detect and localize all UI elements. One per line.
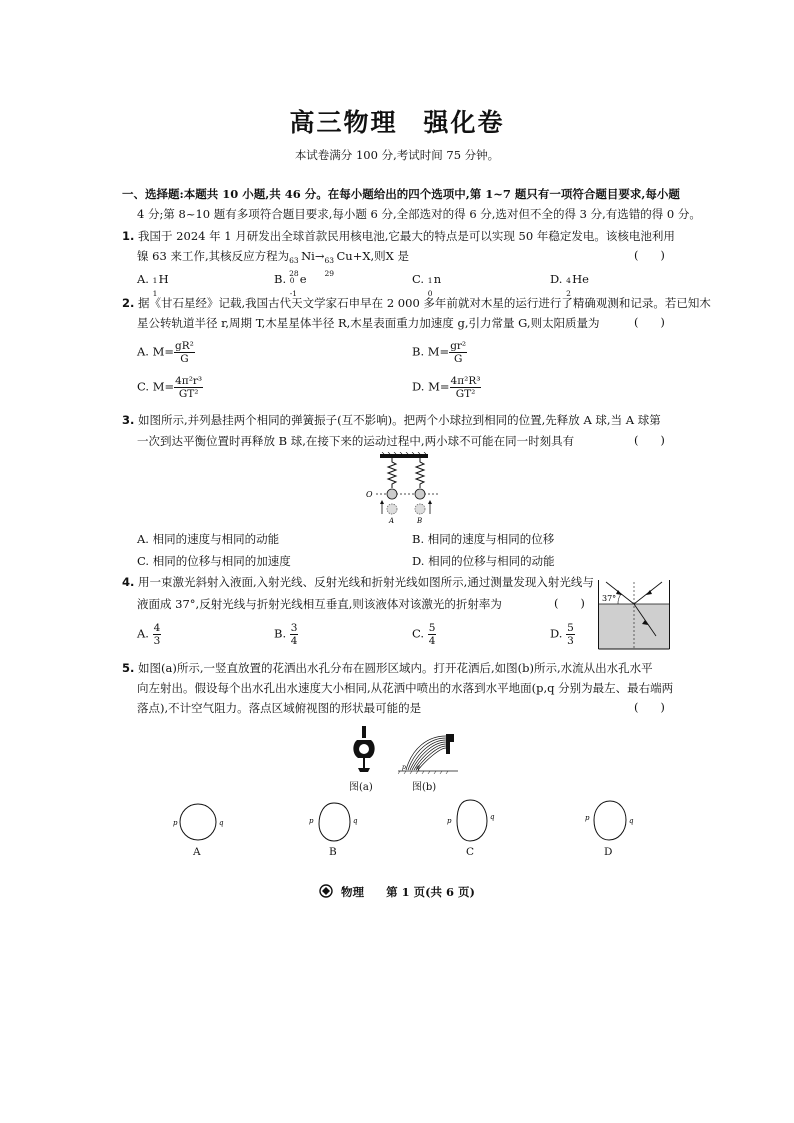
- q1-answer-paren[interactable]: ( ): [634, 248, 665, 262]
- svg-text:p: p: [309, 817, 314, 825]
- q1-option-b[interactable]: B. 0 -1 e: [274, 272, 307, 298]
- q2-option-c[interactable]: C. M= $\frac{\text{4π²r³}}{\text{GT²}}$: [137, 375, 203, 400]
- q3-option-c[interactable]: C. 相同的位移与相同的加速度: [137, 554, 291, 568]
- q3-line1: 3. 如图所示,并列悬挂两个相同的弹簧振子(互不影响)。把两个小球拉到相同的位置,先释放 A 球,当 A 球第: [122, 413, 661, 427]
- choice-label-b[interactable]: B: [329, 846, 337, 858]
- title-part2: 强化卷: [423, 108, 505, 137]
- spring-a: [388, 458, 396, 488]
- section-heading-line1: 一、选择题:本题共 10 小题,共 46 分。在每小题给出的四个选项中,第 1~7 题只有一项符合题目要求,每小题: [122, 187, 680, 201]
- footer-page: 第 1 页(共 6 页): [386, 885, 475, 899]
- shower-head-figure-a: [348, 724, 378, 774]
- q4-option-a[interactable]: A. $\frac{4}{3}$: [137, 622, 161, 647]
- q5-line2: 向左射出。假设每个出水孔出水速度大小相同,从花洒中喷出的水落到水平地面(p,q 分别为最左、最右端两: [137, 681, 674, 695]
- ball-b-equilibrium: [415, 489, 425, 499]
- q4-line2: 液面成 37°,反射光线与折射光线相互垂直,则该液体对该激光的折射率为: [137, 597, 502, 611]
- svg-text:q: q: [219, 819, 224, 827]
- page-footer: [0, 884, 794, 900]
- caption-fig-a: 图(a): [349, 782, 373, 793]
- q3-answer-paren[interactable]: ( ): [634, 433, 665, 447]
- svg-text:p: p: [585, 814, 590, 822]
- svg-text:p: p: [173, 819, 178, 827]
- choice-label-a[interactable]: A: [193, 846, 201, 858]
- label-o: O: [366, 490, 373, 499]
- water-stream-figure-b: [398, 724, 458, 774]
- q2-line1: 2. 据《甘石星经》记载,我国古代天文学家石申早在 2 000 多年前就对木星的运行进行了精确观测和记录。若已知木: [122, 296, 711, 310]
- svg-text:q: q: [490, 813, 495, 821]
- svg-text:p: p: [447, 817, 452, 825]
- spring-b: [416, 458, 424, 488]
- q1-option-c[interactable]: C. 1 0 n: [412, 272, 442, 298]
- angle-arc: [618, 594, 621, 604]
- q1-line1: [122, 228, 675, 244]
- label-b: B: [417, 517, 423, 524]
- choice-shape-a[interactable]: [172, 800, 228, 846]
- spring-oscillator-figure: [362, 452, 442, 524]
- svg-text:q: q: [629, 817, 634, 825]
- arrow-b-head: [428, 500, 432, 504]
- choice-label-c[interactable]: C: [466, 846, 475, 858]
- q4-line1: 4. 用一束激光斜射入液面,入射光线、反射光线和折射光线如图所示,通过测量发现入射光线与: [122, 575, 594, 589]
- label-p: p: [402, 764, 406, 771]
- refraction-figure: [598, 580, 670, 650]
- section-heading-line2: 4 分;第 8~10 题有多项符合题目要求,每小题 6 分,全部选对的得 6 分,选对但不全的得 3 分,有选错的得 0 分。: [137, 207, 701, 221]
- q1-text1: 我国于 2024 年 1 月研发出全球首款民用核电池,它最大的特点是可以实现 50 年稳定发电。该核电池利用: [138, 229, 675, 243]
- q4-option-d[interactable]: D. $\frac{5}{3}$: [550, 622, 574, 647]
- q3-option-b[interactable]: B. 相同的速度与相同的位移: [412, 532, 555, 546]
- q1-number: 1.: [122, 229, 135, 243]
- title-part1: 高三物理: [289, 108, 398, 137]
- choice-shape-c[interactable]: [446, 797, 502, 845]
- ball-b-released: [415, 504, 425, 514]
- page-title: [0, 103, 794, 139]
- q5-answer-paren[interactable]: ( ): [634, 700, 665, 714]
- ceiling-bar: [380, 454, 428, 458]
- q2-option-a[interactable]: A. M= $\frac{\text{gR²}}{G}$: [137, 340, 194, 365]
- arrow-a-head: [380, 500, 384, 504]
- ball-a-released: [387, 504, 397, 514]
- label-q: q: [416, 764, 420, 771]
- q2-option-b[interactable]: B. M= $\frac{\text{gr²}}{G}$: [412, 340, 467, 365]
- q1-option-a[interactable]: A. 1 1 H: [137, 272, 169, 298]
- q3-option-d[interactable]: D. 相同的位移与相同的动能: [412, 554, 555, 568]
- q4-option-c[interactable]: C. $\frac{5}{4}$: [412, 622, 436, 647]
- q4-option-b[interactable]: B. $\frac{3}{4}$: [274, 622, 298, 647]
- svg-text:q: q: [353, 817, 358, 825]
- q2-option-d[interactable]: D. M= $\frac{\text{4π²R³}}{\text{GT²}}$: [412, 375, 481, 400]
- choice-shape-d[interactable]: [584, 798, 640, 844]
- publisher-logo-icon: [319, 884, 333, 898]
- q1-option-d[interactable]: D. 4 2 He: [550, 272, 589, 298]
- footer-subject: 物理: [341, 885, 365, 899]
- q5-line1: 5. 如图(a)所示,一竖直放置的花洒出水孔分布在圆形区域内。打开花洒后,如图(b)所示,水流从出水孔水平: [122, 661, 653, 675]
- q2-line2: 星公转轨道半径 r,周期 T,木星星体半径 R,木星表面重力加速度 g,引力常量 G,则太阳质量为: [137, 316, 600, 330]
- q4-answer-paren[interactable]: ( ): [554, 596, 585, 610]
- q3-option-a[interactable]: A. 相同的速度与相同的动能: [137, 532, 280, 546]
- q3-line2: 一次到达平衡位置时再释放 B 球,在接下来的运动过程中,两小球不可能在同一时刻具有: [137, 434, 575, 448]
- q1-line2: 镍 63 来工作,其核反应方程为 63 28 Ni→ 63 29 Cu+X,则X 是: [137, 249, 410, 278]
- q2-answer-paren[interactable]: ( ): [634, 315, 665, 329]
- label-a: A: [389, 517, 395, 524]
- choice-label-d[interactable]: D: [604, 846, 613, 858]
- ball-a-equilibrium: [387, 489, 397, 499]
- caption-fig-b: 图(b): [412, 782, 437, 793]
- angle-label: 37°: [602, 594, 617, 603]
- q5-line3: 落点),不计空气阻力。落点区域俯视图的形状最可能的是: [137, 701, 422, 715]
- shower-head-side: [446, 734, 454, 754]
- choice-shape-b[interactable]: [308, 800, 364, 846]
- ceiling-hatch: [382, 452, 426, 454]
- exam-info: 本试卷满分 100 分,考试时间 75 分钟。: [294, 148, 500, 162]
